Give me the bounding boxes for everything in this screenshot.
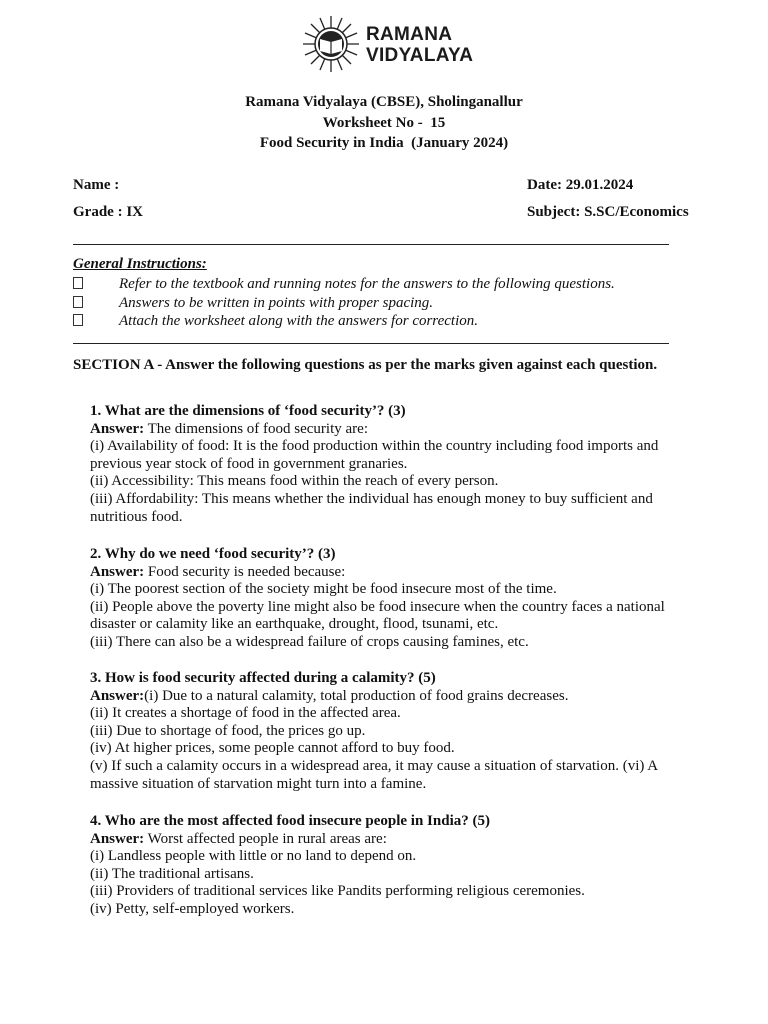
date-label: Date: 29.01.2024 [527,177,634,193]
school-logo [303,14,503,74]
question-3 [90,670,690,793]
answer-line: (iii) There can also be a widespread failure of crops causing famines, etc. [90,633,529,650]
instruction-item: Answers to be written in points with proper spacing. [73,295,433,312]
bullet-box-icon [73,277,83,289]
answer-line: (ii) People above the poverty line might also be food insecure when the country faces a national disaster or calamity like an earthquake, drought, flood, tsunami, etc. [90,598,665,633]
answer-intro: Answer:(i) Due to a natural calamity, total production of food grains decreases. [90,687,569,704]
answer-line: (iii) Providers of traditional services like Pandits performing religious ceremonies. [90,883,585,900]
answer-line: (v) If such a calamity occurs in a widespread area, it may cause a situation of starvation. (vi) A massive situation of starvation might turn into a famine. [90,757,658,792]
answer-line: (iii) Due to shortage of food, the prices go up. [90,722,366,739]
answer-line: (iv) Petty, self-employed workers. [90,900,295,917]
question-4 [90,813,690,919]
answer-line: (ii) It creates a shortage of food in the affected area. [90,705,401,722]
answer-line: (iv) At higher prices, some people cannot afford to buy food. [90,740,455,757]
question-2 [90,546,690,652]
answer-intro: Answer: Food security is needed because: [90,563,346,580]
worksheet-topic: Food Security in India (January 2024) [259,135,509,151]
answer-intro: Answer: The dimensions of food security are: [90,420,368,437]
book-sunburst-icon [303,14,359,74]
name-label: Name : [73,177,120,193]
answer-line: (i) The poorest section of the society might be food insecure most of the time. [90,581,557,598]
answer-line: (i) Availability of food: It is the food production within the country including food imports and previous year stock of food in government granaries. [90,438,659,472]
bullet-box-icon [73,296,83,308]
divider-bottom [73,343,669,344]
answer-line: (ii) The traditional artisans. [90,865,254,882]
worksheet-number: Worksheet No - 15 [322,115,446,131]
question-title: 4. Who are the most affected food insecure people in India? (5) [90,813,490,829]
question-title: 1. What are the dimensions of ‘food security’? (3) [90,403,406,419]
instruction-item: Refer to the textbook and running notes for the answers to the following questions. [73,276,615,293]
answer-line: (i) Landless people with little or no land to depend on. [90,848,417,865]
bullet-box-icon [73,314,83,326]
question-1 [90,403,690,526]
question-title: 3. How is food security affected during a calamity? (5) [90,670,436,686]
logo-line-2: VIDYALAYA [366,45,474,66]
answer-intro: Answer: Worst affected people in rural areas are: [90,830,387,847]
answer-line: (ii) Accessibility: This means food within the reach of every person. [90,473,499,490]
instruction-item: Attach the worksheet along with the answers for correction. [73,313,478,330]
school-name: Ramana Vidyalaya (CBSE), Sholinganallur [245,94,523,110]
logo-line-1: RAMANA [366,24,453,45]
grade-label: Grade : IX [73,204,143,220]
instructions-title: General Instructions: [73,256,207,272]
answer-line: (iii) Affordability: This means whether the individual has enough money to buy sufficient and nutritious food. [90,490,653,525]
divider-top [73,244,669,245]
section-a-heading: SECTION A - Answer the following questions as per the marks given against each question. [73,357,658,373]
subject-label: Subject: S.SC/Economics [527,204,689,220]
question-title: 2. Why do we need ‘food security’? (3) [90,546,336,562]
